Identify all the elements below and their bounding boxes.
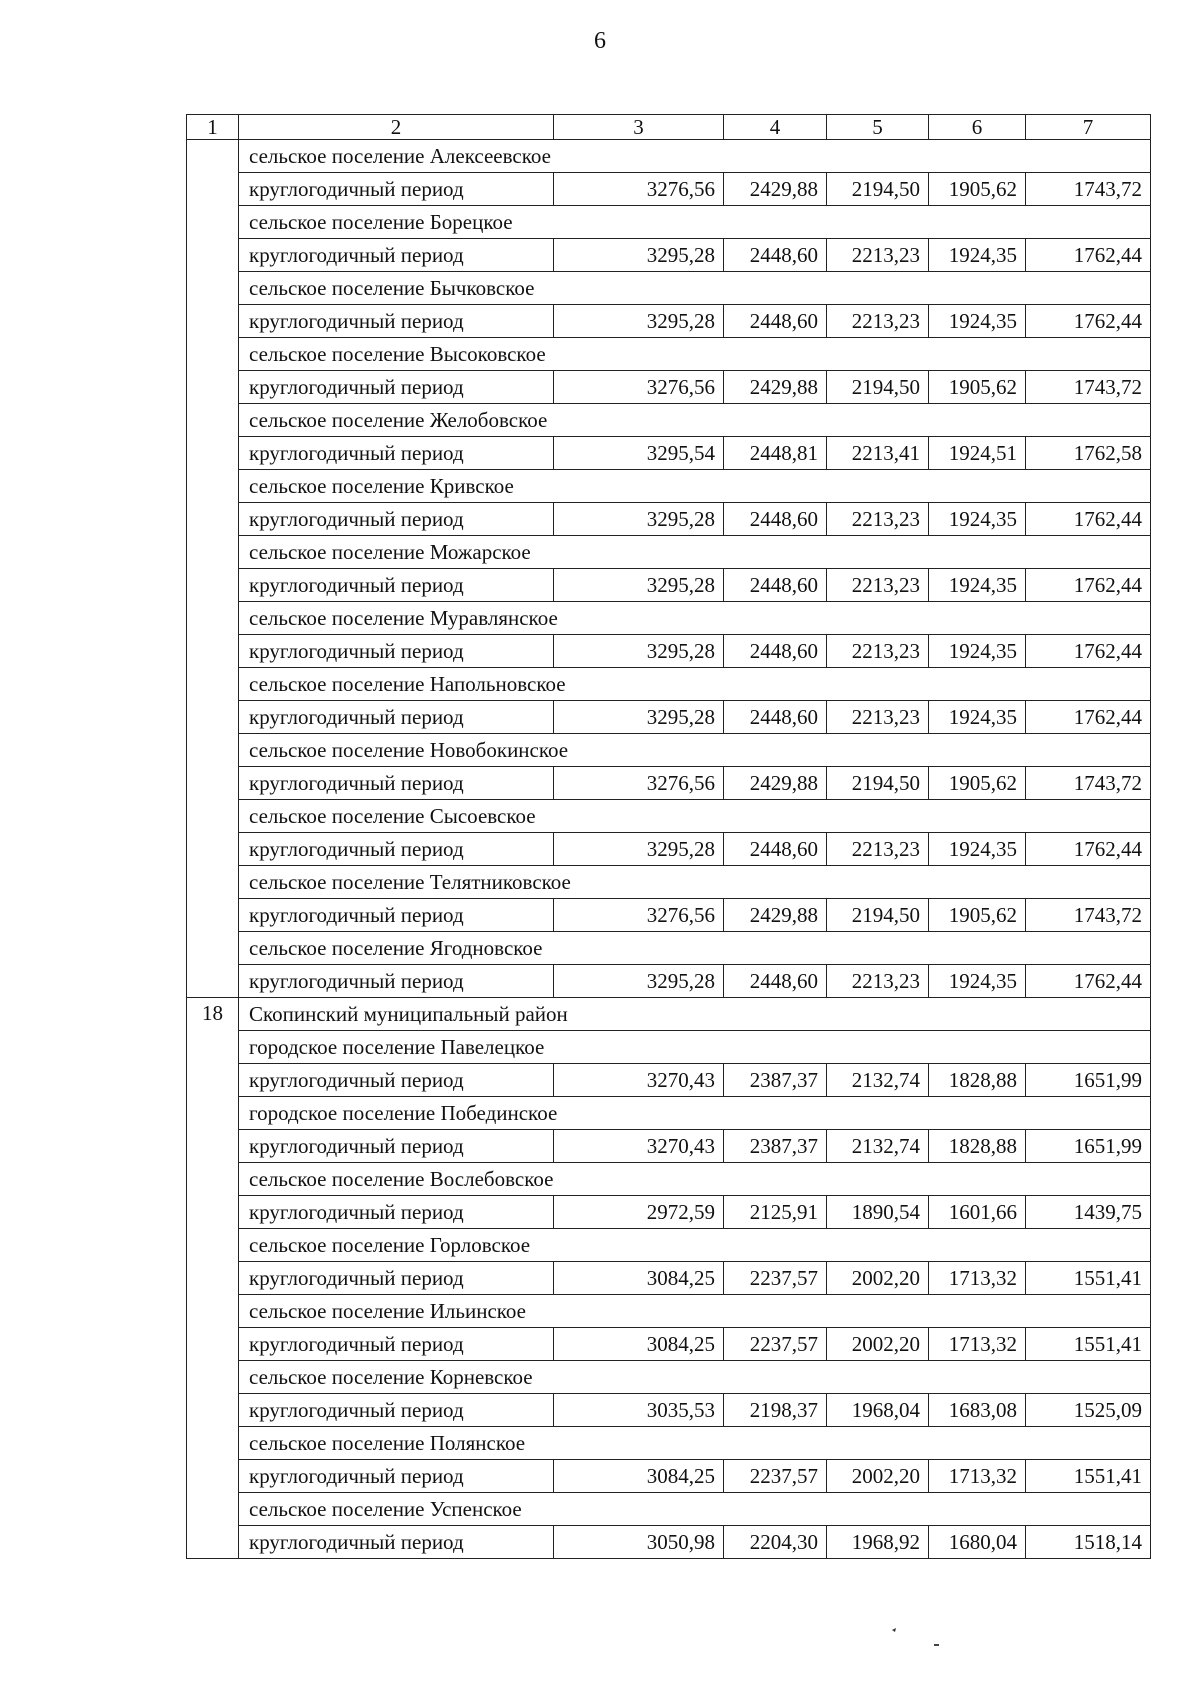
period-label: круглогодичный период xyxy=(239,569,554,602)
value-cell: 2213,23 xyxy=(827,239,929,272)
value-cell: 2448,60 xyxy=(724,833,827,866)
header-cell: 6 xyxy=(929,115,1026,140)
table-row xyxy=(187,635,1151,668)
value-cell: 1743,72 xyxy=(1026,899,1151,932)
settlement-name: сельское поселение Вослебовское xyxy=(239,1163,1151,1196)
settlement-name: сельское поселение Ягодновское xyxy=(239,932,1151,965)
table-row xyxy=(187,833,1151,866)
period-label: круглогодичный период xyxy=(239,1262,554,1295)
value-cell: 3270,43 xyxy=(554,1064,724,1097)
settlement-row xyxy=(187,1163,1151,1196)
header-cell: 7 xyxy=(1026,115,1151,140)
value-cell: 3295,28 xyxy=(554,701,724,734)
table-row xyxy=(187,1064,1151,1097)
settlement-row xyxy=(187,140,1151,173)
value-cell: 3050,98 xyxy=(554,1526,724,1559)
value-cell: 2002,20 xyxy=(827,1262,929,1295)
value-cell: 1551,41 xyxy=(1026,1262,1151,1295)
settlement-name: сельское поселение Можарское xyxy=(239,536,1151,569)
value-cell: 1924,35 xyxy=(929,239,1026,272)
value-cell: 1762,58 xyxy=(1026,437,1151,470)
value-cell: 3084,25 xyxy=(554,1460,724,1493)
table-row xyxy=(187,1196,1151,1229)
value-cell: 1924,51 xyxy=(929,437,1026,470)
settlement-row xyxy=(187,1295,1151,1328)
settlement-name: сельское поселение Напольновское xyxy=(239,668,1151,701)
period-label: круглогодичный период xyxy=(239,833,554,866)
value-cell: 1680,04 xyxy=(929,1526,1026,1559)
value-cell: 1924,35 xyxy=(929,701,1026,734)
value-cell: 2448,60 xyxy=(724,239,827,272)
value-cell: 1924,35 xyxy=(929,503,1026,536)
settlement-name: сельское поселение Успенское xyxy=(239,1493,1151,1526)
settlement-row xyxy=(187,470,1151,503)
value-cell: 1905,62 xyxy=(929,899,1026,932)
settlement-name: сельское поселение Желобовское xyxy=(239,404,1151,437)
value-cell: 1601,66 xyxy=(929,1196,1026,1229)
period-label: круглогодичный период xyxy=(239,1328,554,1361)
period-label: круглогодичный период xyxy=(239,1196,554,1229)
value-cell: 1683,08 xyxy=(929,1394,1026,1427)
value-cell: 2198,37 xyxy=(724,1394,827,1427)
value-cell: 1651,99 xyxy=(1026,1064,1151,1097)
value-cell: 3084,25 xyxy=(554,1262,724,1295)
value-cell: 1924,35 xyxy=(929,305,1026,338)
settlement-row xyxy=(187,734,1151,767)
value-cell: 1713,32 xyxy=(929,1262,1026,1295)
value-cell: 1828,88 xyxy=(929,1130,1026,1163)
value-cell: 1924,35 xyxy=(929,965,1026,998)
value-cell: 1762,44 xyxy=(1026,635,1151,668)
value-cell: 3084,25 xyxy=(554,1328,724,1361)
table-row xyxy=(187,1130,1151,1163)
group-number: 18 xyxy=(187,998,239,1559)
value-cell: 2213,23 xyxy=(827,965,929,998)
value-cell: 1968,04 xyxy=(827,1394,929,1427)
value-cell: 2194,50 xyxy=(827,899,929,932)
period-label: круглогодичный период xyxy=(239,701,554,734)
value-cell: 1651,99 xyxy=(1026,1130,1151,1163)
value-cell: 1551,41 xyxy=(1026,1460,1151,1493)
value-cell: 1551,41 xyxy=(1026,1328,1151,1361)
settlement-row xyxy=(187,668,1151,701)
value-cell: 2132,74 xyxy=(827,1130,929,1163)
value-cell: 1743,72 xyxy=(1026,767,1151,800)
value-cell: 2387,37 xyxy=(724,1130,827,1163)
period-label: круглогодичный период xyxy=(239,173,554,206)
value-cell: 1762,44 xyxy=(1026,305,1151,338)
table-row xyxy=(187,899,1151,932)
settlement-name: сельское поселение Новобокинское xyxy=(239,734,1151,767)
settlement-name: сельское поселение Телятниковское xyxy=(239,866,1151,899)
period-label: круглогодичный период xyxy=(239,1394,554,1427)
value-cell: 2213,23 xyxy=(827,503,929,536)
settlement-row xyxy=(187,206,1151,239)
settlement-name: сельское поселение Алексеевское xyxy=(239,140,1151,173)
value-cell: 2194,50 xyxy=(827,371,929,404)
value-cell: 1924,35 xyxy=(929,635,1026,668)
value-cell: 2387,37 xyxy=(724,1064,827,1097)
settlement-row xyxy=(187,1229,1151,1262)
value-cell: 2213,23 xyxy=(827,569,929,602)
value-cell: 3276,56 xyxy=(554,371,724,404)
settlement-row xyxy=(187,338,1151,371)
value-cell: 1905,62 xyxy=(929,767,1026,800)
value-cell: 3295,28 xyxy=(554,635,724,668)
value-cell: 2429,88 xyxy=(724,371,827,404)
value-cell: 1905,62 xyxy=(929,371,1026,404)
settlement-name: городское поселение Побединское xyxy=(239,1097,1151,1130)
value-cell: 2972,59 xyxy=(554,1196,724,1229)
value-cell: 2125,91 xyxy=(724,1196,827,1229)
settlement-name: сельское поселение Бычковское xyxy=(239,272,1151,305)
header-cell: 2 xyxy=(239,115,554,140)
value-cell: 1968,92 xyxy=(827,1526,929,1559)
settlement-row xyxy=(187,800,1151,833)
value-cell: 2132,74 xyxy=(827,1064,929,1097)
table-body xyxy=(187,115,1151,1559)
value-cell: 2448,60 xyxy=(724,635,827,668)
period-label: круглогодичный период xyxy=(239,437,554,470)
table-row xyxy=(187,1262,1151,1295)
value-cell: 2448,60 xyxy=(724,701,827,734)
settlement-name: сельское поселение Борецкое xyxy=(239,206,1151,239)
period-label: круглогодичный период xyxy=(239,1064,554,1097)
value-cell: 1518,14 xyxy=(1026,1526,1151,1559)
value-cell: 2194,50 xyxy=(827,767,929,800)
table-row xyxy=(187,767,1151,800)
table-row xyxy=(187,239,1151,272)
scan-marks xyxy=(890,1628,950,1658)
settlement-name: сельское поселение Ильинское xyxy=(239,1295,1151,1328)
value-cell: 2429,88 xyxy=(724,767,827,800)
period-label: круглогодичный период xyxy=(239,1460,554,1493)
value-cell: 1713,32 xyxy=(929,1460,1026,1493)
settlement-name: сельское поселение Сысоевское xyxy=(239,800,1151,833)
settlement-row xyxy=(187,404,1151,437)
value-cell: 1762,44 xyxy=(1026,701,1151,734)
value-cell: 3295,28 xyxy=(554,965,724,998)
value-cell: 1439,75 xyxy=(1026,1196,1151,1229)
table-row xyxy=(187,1526,1151,1559)
group-number xyxy=(187,140,239,998)
settlement-row xyxy=(187,932,1151,965)
settlement-row xyxy=(187,866,1151,899)
settlement-row xyxy=(187,272,1151,305)
settlement-name: сельское поселение Кривское xyxy=(239,470,1151,503)
value-cell: 1713,32 xyxy=(929,1328,1026,1361)
value-cell: 3295,28 xyxy=(554,305,724,338)
value-cell: 2448,60 xyxy=(724,305,827,338)
period-label: круглогодичный период xyxy=(239,899,554,932)
period-label: круглогодичный период xyxy=(239,965,554,998)
settlement-name: городское поселение Павелецкое xyxy=(239,1031,1151,1064)
value-cell: 3270,43 xyxy=(554,1130,724,1163)
value-cell: 2448,60 xyxy=(724,569,827,602)
value-cell: 3035,53 xyxy=(554,1394,724,1427)
value-cell: 1762,44 xyxy=(1026,569,1151,602)
value-cell: 2204,30 xyxy=(724,1526,827,1559)
value-cell: 1828,88 xyxy=(929,1064,1026,1097)
period-label: круглогодичный период xyxy=(239,1526,554,1559)
value-cell: 2213,23 xyxy=(827,635,929,668)
value-cell: 2213,23 xyxy=(827,305,929,338)
value-cell: 2448,60 xyxy=(724,503,827,536)
table-row xyxy=(187,701,1151,734)
header-cell: 1 xyxy=(187,115,239,140)
settlement-row xyxy=(187,1097,1151,1130)
value-cell: 1924,35 xyxy=(929,569,1026,602)
header-cell: 3 xyxy=(554,115,724,140)
value-cell: 2448,60 xyxy=(724,965,827,998)
table-row xyxy=(187,1328,1151,1361)
value-cell: 2429,88 xyxy=(724,899,827,932)
settlement-row xyxy=(187,1031,1151,1064)
value-cell: 2213,23 xyxy=(827,833,929,866)
value-cell: 1762,44 xyxy=(1026,833,1151,866)
value-cell: 1743,72 xyxy=(1026,371,1151,404)
value-cell: 2213,41 xyxy=(827,437,929,470)
value-cell: 2002,20 xyxy=(827,1328,929,1361)
table-row xyxy=(187,965,1151,998)
value-cell: 2237,57 xyxy=(724,1460,827,1493)
settlement-name: сельское поселение Полянское xyxy=(239,1427,1151,1460)
value-cell: 1890,54 xyxy=(827,1196,929,1229)
group-title-row xyxy=(187,998,1151,1031)
settlement-row xyxy=(187,1493,1151,1526)
value-cell: 1762,44 xyxy=(1026,503,1151,536)
value-cell: 2448,81 xyxy=(724,437,827,470)
table-row xyxy=(187,437,1151,470)
period-label: круглогодичный период xyxy=(239,635,554,668)
period-label: круглогодичный период xyxy=(239,371,554,404)
value-cell: 2213,23 xyxy=(827,701,929,734)
settlement-name: сельское поселение Горловское xyxy=(239,1229,1151,1262)
value-cell: 3295,28 xyxy=(554,833,724,866)
value-cell: 3276,56 xyxy=(554,767,724,800)
value-cell: 1924,35 xyxy=(929,833,1026,866)
value-cell: 2237,57 xyxy=(724,1328,827,1361)
value-cell: 1905,62 xyxy=(929,173,1026,206)
period-label: круглогодичный период xyxy=(239,503,554,536)
table-row xyxy=(187,503,1151,536)
header-row xyxy=(187,115,1151,140)
value-cell: 1743,72 xyxy=(1026,173,1151,206)
settlement-name: сельское поселение Корневское xyxy=(239,1361,1151,1394)
table-row xyxy=(187,305,1151,338)
value-cell: 3295,54 xyxy=(554,437,724,470)
settlement-row xyxy=(187,1427,1151,1460)
value-cell: 3295,28 xyxy=(554,239,724,272)
period-label: круглогодичный период xyxy=(239,305,554,338)
value-cell: 3295,28 xyxy=(554,569,724,602)
value-cell: 1525,09 xyxy=(1026,1394,1151,1427)
table-row xyxy=(187,371,1151,404)
value-cell: 2002,20 xyxy=(827,1460,929,1493)
table-row xyxy=(187,1394,1151,1427)
value-cell: 2194,50 xyxy=(827,173,929,206)
page-number: 6 xyxy=(594,28,606,54)
settlement-name: сельское поселение Муравлянское xyxy=(239,602,1151,635)
value-cell: 1762,44 xyxy=(1026,239,1151,272)
value-cell: 2237,57 xyxy=(724,1262,827,1295)
settlement-name: сельское поселение Высоковское xyxy=(239,338,1151,371)
value-cell: 3276,56 xyxy=(554,173,724,206)
header-cell: 5 xyxy=(827,115,929,140)
settlement-row xyxy=(187,602,1151,635)
group-title: Скопинский муниципальный район xyxy=(239,998,1151,1031)
period-label: круглогодичный период xyxy=(239,767,554,800)
tariff-table xyxy=(186,114,1151,1559)
header-cell: 4 xyxy=(724,115,827,140)
value-cell: 3295,28 xyxy=(554,503,724,536)
period-label: круглогодичный период xyxy=(239,1130,554,1163)
table-row xyxy=(187,569,1151,602)
period-label: круглогодичный период xyxy=(239,239,554,272)
value-cell: 1762,44 xyxy=(1026,965,1151,998)
value-cell: 3276,56 xyxy=(554,899,724,932)
table-row xyxy=(187,1460,1151,1493)
table-row xyxy=(187,173,1151,206)
value-cell: 2429,88 xyxy=(724,173,827,206)
settlement-row xyxy=(187,536,1151,569)
settlement-row xyxy=(187,1361,1151,1394)
